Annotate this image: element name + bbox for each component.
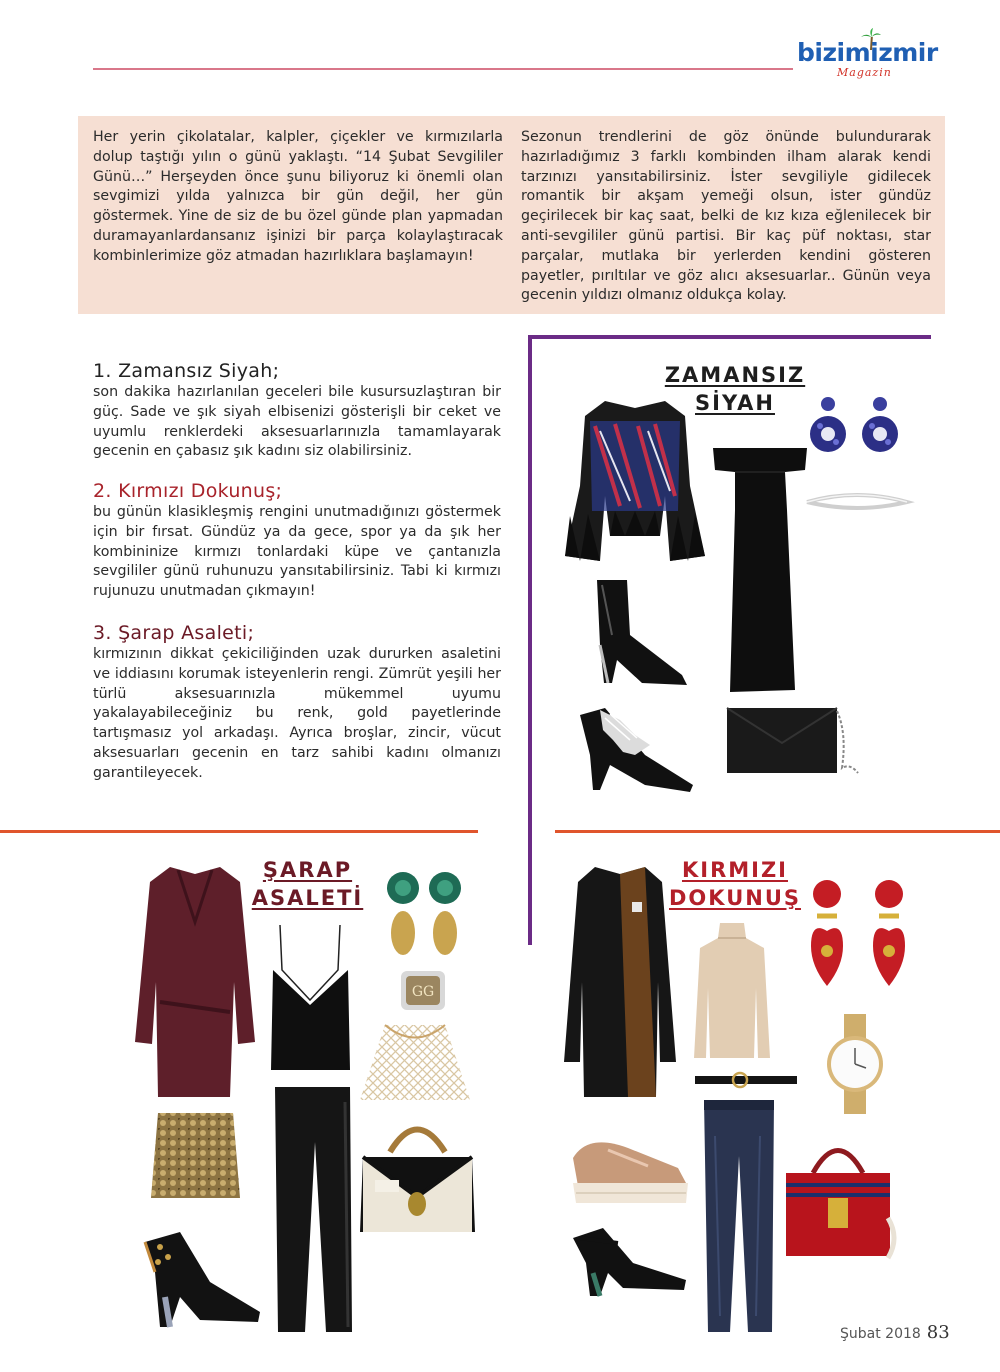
section-kirmizi-dokunus [93, 480, 501, 602]
black-velvet-trim-coat-image [560, 862, 680, 1102]
panel-frame-top [528, 335, 931, 339]
red-sylvie-bag-image [778, 1128, 903, 1263]
panel-title-line: ŞARAP [262, 858, 353, 882]
gg-crystal-brooch-image [398, 968, 448, 1013]
embellished-black-pump-image [575, 700, 700, 795]
metallic-platform-brogue-image [568, 1128, 693, 1208]
panel-title-line: ASALETİ [251, 886, 364, 910]
section-heading: 2. Kırmızı Dokunuş; [93, 480, 283, 502]
beige-turtleneck-sweater-image [692, 918, 772, 1063]
intro-column-right: Sezonun trendlerini de göz önünde bulundurarak hazırladığımız 3 farklı kombinden ilham alarak kendi tarzınızı yansıtabilirsiniz. İster sevgiliyle gidilecek romantik bir akşam yemeği olsun, ister gündüz geçirilecek bir kaç saat, belki de kız kıza eğlenilecek bir anti-sevgililer günü partisi. Bir kaç püf noktası, star parçalar, mutlaka bir yerlerden kendini gösteren payetler, pırıltılar ve göz alıcı aksesuarlar.. Günün veya gecenin yıldızı olmanız oldukça kolay. [521, 129, 931, 304]
dark-skinny-jeans-image [700, 1096, 778, 1336]
black-tuxedo-trousers-image [270, 1082, 355, 1337]
patent-ankle-boot-image [582, 575, 692, 690]
panel-frame-left [528, 335, 532, 945]
section-heading: 3. Şarap Asaleti; [93, 622, 255, 644]
mesh-gold-watch-image [820, 1012, 890, 1117]
issue-date: Şubat 2018 [840, 1326, 921, 1342]
sapphire-earrings-image [808, 392, 903, 462]
emerald-gold-earrings-image [385, 868, 465, 963]
panel-title-line: DOKUNUŞ [669, 886, 801, 910]
section-body: kırmızının dikkat çekiciliğinden uzak dururken asaletini ve iddiasını korumak isteyenlerin rengi. Zümrüt yeşili her türlü aksesuarınızla mükemmel uyumu yakalayabileceğiniz bu renk, gold payetlerinde tartışmasız yol arkadaşı. Ayrıca broşlar, zincir, vücut aksesuarları gecenin en tarz sahibi kadını olmanızı garantileyecek. [93, 646, 501, 781]
pearl-body-chain-image [355, 1020, 475, 1110]
section-body: son dakika hazırlanılan geceleri bile kusursuzlaştıran bir güç. Sade ve şık siyah elbisenizi gösterişli bir ceket ve uyumlu renklerdeki aksesuarlarınızla tamamlayarak gecenin en çabasız şık kadını siz olabilirsiniz. [93, 384, 501, 460]
section-zamansiz-siyah [93, 360, 501, 462]
intro-box [78, 116, 945, 314]
off-shoulder-black-dress-image [705, 440, 815, 700]
black-velvet-camisole-image [268, 920, 353, 1075]
black-leather-belt-image [692, 1066, 802, 1094]
section-body: bu günün klasikleşmiş rengini unutmadığınızı göstermek için bir fırsat. Gündüz ya da gece, spor ya da şık her kombininize kırmızı tonlardaki küpe ve çantanızla sevgililer günü ruhunuzu yansıtabilirsiniz. Tabi ki kırmızı rujunuzu unutmadan çıkmayın! [93, 504, 501, 600]
burgundy-wrap-coat-image [130, 862, 260, 1102]
divider-left [0, 830, 478, 833]
intro-column-left: Her yerin çikolatalar, kalpler, çiçekler ve kırmızılarla dolup taştığı yılın o günü yaklaştı. “14 Şubat Sevgililer Günü…” Herşeyden önce şunu biliyoruz ki önemli olan sevgimizi yılda yalnızca bir gün değil, her gün göstermek. Yine de siz de bu özel günde plan yapmadan duramayanlardansanız işinizi bir parça kolaylaştıracak kombinlerimize göz atmadan hazırlıklara başlamayın! [93, 129, 503, 264]
svg-text:GG: GG [411, 984, 435, 1000]
page-footer [840, 1322, 950, 1343]
logo-wordmark: bizimizmir [797, 38, 938, 67]
header-rule [93, 68, 793, 70]
section-sarap-asaleti [93, 622, 501, 784]
logo-subtitle: Magazin [837, 66, 892, 79]
black-mary-jane-heel-image [568, 1218, 693, 1298]
rose-heart-earrings-image [803, 876, 918, 1006]
studded-mary-jane-pump-image [140, 1212, 265, 1332]
gucci-bee-bag-image [355, 1112, 480, 1237]
sequin-feather-jacket-image [560, 396, 710, 566]
black-clutch-bag-image [722, 703, 864, 778]
panel-title-line: ZAMANSIZ [664, 363, 806, 387]
diamond-bracelet-image [805, 490, 910, 515]
panel-title-sarap-asaleti [245, 856, 370, 912]
divider-right [555, 830, 1000, 833]
site-logo[interactable] [797, 36, 937, 86]
panel-title-line: SİYAH [695, 391, 775, 415]
section-heading: 1. Zamansız Siyah; [93, 360, 280, 382]
panel-title-line: KIRMIZI [681, 858, 788, 882]
page-number: 83 [926, 1322, 950, 1343]
gold-sequin-skirt-image [148, 1108, 243, 1203]
